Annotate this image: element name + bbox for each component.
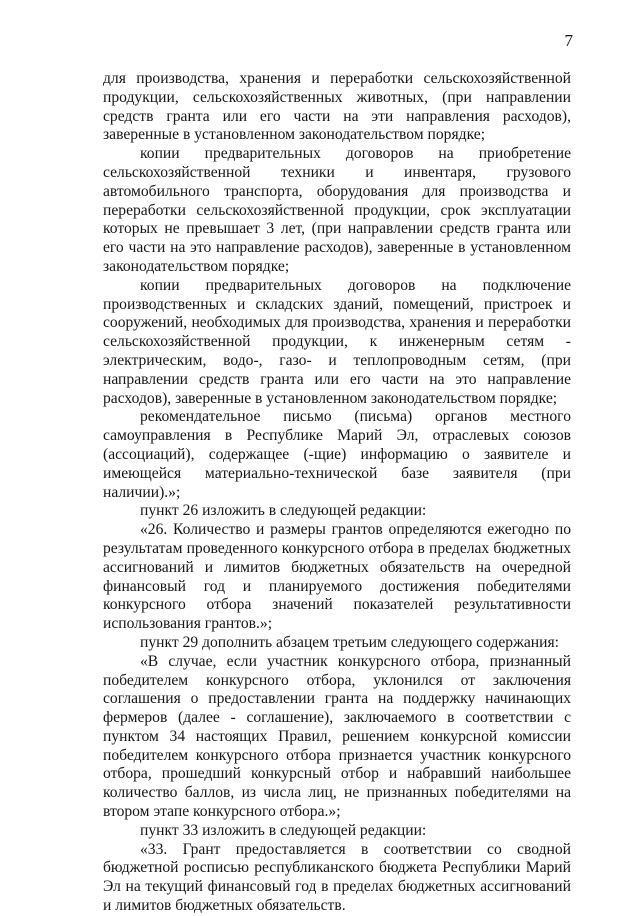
paragraph-item-29-intro: пункт 29 дополнить абзацем третьим следующего содержания:	[140, 633, 559, 651]
page-number: 7	[564, 31, 573, 50]
paragraph-item-29-text: «В случае, если участник конкурсного отбора, признанный победителем конкурсного отбора, уклонился от заключения соглашения о предоставлении гранта на поддержку начинающих фермеров (далее - соглашение), заключаемого в соответствии с пунктом 34 настоящих Правил, решением конкурсной комиссии победителем конкурсного отбора признается участник конкурсного отбора, прошедший конкурсный отбор и набравший наибольшее количество баллов, из числа лиц, не признанных победителями на втором этапе конкурсного отбора.»;	[103, 652, 571, 821]
paragraph-network-contracts: копии предварительных договоров на подключение производственных и складских зданий, помещений, пристроек и сооружений, необходимых для производства, хранения и переработки сельскохозяйственной продукции, к инженерным сетям - электрическим, водо-, газо- и теплопроводным сетям, (при направлении средств гранта или его части на это направление расходов), заверенные в установленном законодательством порядке;	[103, 276, 571, 407]
paragraph-item-26-intro: пункт 26 изложить в следующей редакции:	[140, 502, 427, 520]
paragraph-recommendation-letter: рекомендательное письмо (письма) органов местного самоуправления в Республике Марий Эл, отраслевых союзов (ассоциаций), содержащее (-щие) информацию о заявителе и имеющейся материально-технической базе заявителя (при наличии).»;	[103, 408, 571, 501]
paragraph-equipment-contracts: копии предварительных договоров на приобретение сельскохозяйственной техники и инвентаря, грузового автомобильного транспорта, оборудования для производства и переработки сельскохозяйственной продукции, срок эксплуатации которых не превышает 3 лет, (при направлении средств гранта или его части на это направление расходов), заверенные в установленном законодательством порядке;	[103, 145, 571, 275]
document-body	[103, 70, 571, 916]
paragraph-item-33-intro: пункт 33 изложить в следующей редакции:	[140, 821, 427, 839]
paragraph-item-26-text: «26. Количество и размеры грантов определяются ежегодно по результатам проведенного конкурсного отбора в пределах бюджетных ассигнований и лимитов бюджетных обязательств на очередной финансовый год и планируемого достижения победителями конкурсного отбора значений показателей результативности использования грантов.»;	[103, 521, 571, 633]
paragraph-item-33-text: «33. Грант предоставляется в соответствии со сводной бюджетной росписью республиканского бюджета Республики Марий Эл на текущий финансовый год в пределах бюджетных ассигнований и лимитов бюджетных обязательств.	[103, 840, 571, 915]
paragraph-continuation: для производства, хранения и переработки сельскохозяйственной продукции, сельскохозяйственных животных, (при направлении средств гранта или его части на эти направления расходов), заверенные в установленном законодательством порядке;	[103, 70, 571, 144]
